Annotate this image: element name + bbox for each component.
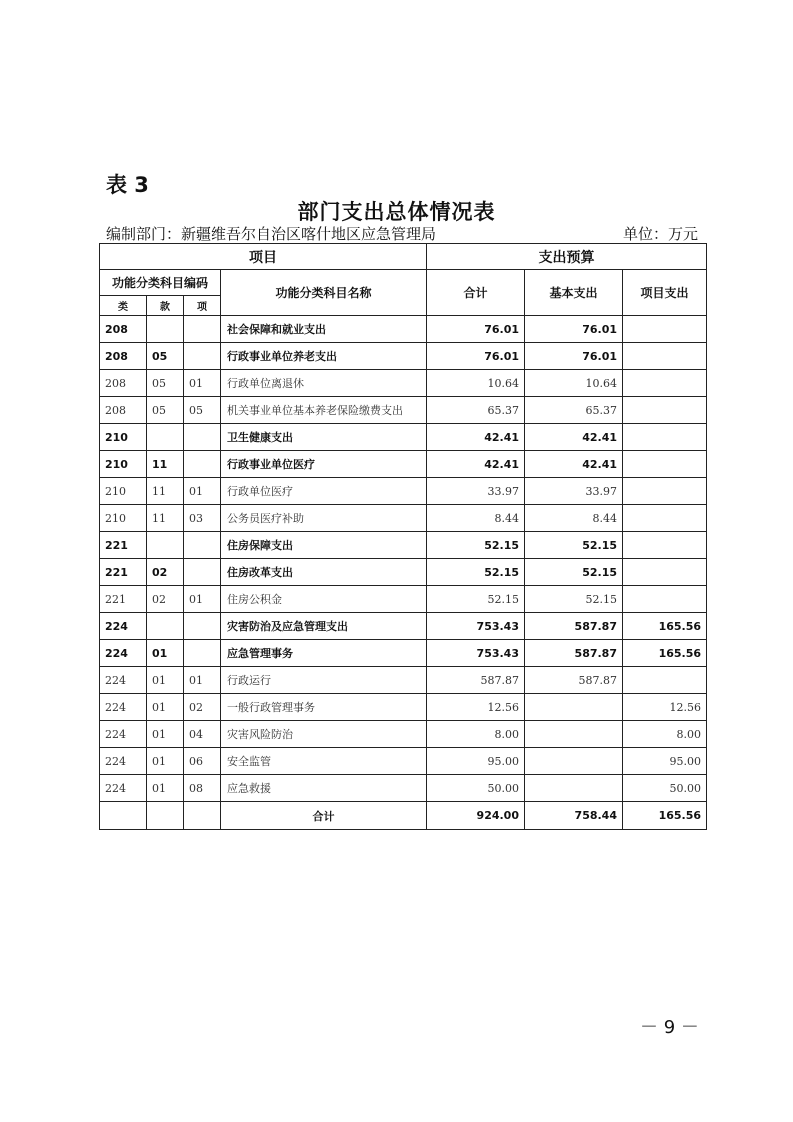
table-row xyxy=(100,451,707,478)
subject-name-cell: 机关事业单位基本养老保险缴费支出 xyxy=(221,397,427,424)
unit-label: 单位：万元 xyxy=(622,225,698,243)
xiang-cell xyxy=(184,316,221,343)
lei-cell: 224 xyxy=(100,775,147,802)
basic-cell xyxy=(525,748,623,775)
subject-name-cell: 行政事业单位医疗 xyxy=(221,451,427,478)
subject-name-cell: 行政运行 xyxy=(221,667,427,694)
table-row xyxy=(100,532,707,559)
table-row xyxy=(100,397,707,424)
budget-header: 支出预算 xyxy=(427,244,707,270)
total-cell: 12.56 xyxy=(427,694,525,721)
kuan-cell: 11 xyxy=(147,478,184,505)
lei-cell: 208 xyxy=(100,343,147,370)
basic-cell: 587.87 xyxy=(525,640,623,667)
document-title: 部门支出总体情况表 xyxy=(297,200,496,224)
basic-cell: 42.41 xyxy=(525,451,623,478)
lei-cell: 224 xyxy=(100,748,147,775)
project-cell: 50.00 xyxy=(623,775,707,802)
total-cell: 50.00 xyxy=(427,775,525,802)
lei-cell: 221 xyxy=(100,559,147,586)
basic-cell xyxy=(525,694,623,721)
table-row xyxy=(100,505,707,532)
total-cell: 8.00 xyxy=(427,721,525,748)
kuan-cell: 01 xyxy=(147,667,184,694)
xiang-cell xyxy=(184,532,221,559)
xiang-cell: 01 xyxy=(184,370,221,397)
basic-header: 基本支出 xyxy=(525,270,623,316)
subject-name-cell: 灾害风险防治 xyxy=(221,721,427,748)
xiang-cell xyxy=(184,451,221,478)
basic-cell: 52.15 xyxy=(525,532,623,559)
project-cell xyxy=(623,424,707,451)
basic-cell: 587.87 xyxy=(525,613,623,640)
total-cell: 753.43 xyxy=(427,640,525,667)
total-empty-cell xyxy=(147,802,184,830)
kuan-cell: 05 xyxy=(147,397,184,424)
basic-cell: 8.44 xyxy=(525,505,623,532)
project-cell: 8.00 xyxy=(623,721,707,748)
total-amount: 924.00 xyxy=(427,802,525,830)
total-cell: 52.15 xyxy=(427,559,525,586)
lei-cell: 210 xyxy=(100,478,147,505)
basic-cell xyxy=(525,721,623,748)
table-row xyxy=(100,640,707,667)
lei-cell: 224 xyxy=(100,721,147,748)
project-cell xyxy=(623,397,707,424)
xiang-header: 项 xyxy=(184,296,221,316)
kuan-cell xyxy=(147,532,184,559)
lei-cell: 224 xyxy=(100,613,147,640)
kuan-cell: 01 xyxy=(147,775,184,802)
page-number: － 9 － xyxy=(640,1017,699,1038)
total-cell: 33.97 xyxy=(427,478,525,505)
subject-name-cell: 应急救援 xyxy=(221,775,427,802)
kuan-cell: 01 xyxy=(147,640,184,667)
name-header: 功能分类科目名称 xyxy=(221,270,427,316)
table-row xyxy=(100,775,707,802)
basic-cell: 65.37 xyxy=(525,397,623,424)
total-cell: 8.44 xyxy=(427,505,525,532)
lei-cell: 221 xyxy=(100,532,147,559)
kuan-cell: 01 xyxy=(147,721,184,748)
basic-cell: 52.15 xyxy=(525,559,623,586)
lei-cell: 224 xyxy=(100,694,147,721)
table-row xyxy=(100,613,707,640)
total-label: 合计 xyxy=(221,802,427,830)
total-cell: 76.01 xyxy=(427,316,525,343)
lei-cell: 210 xyxy=(100,424,147,451)
xiang-cell: 04 xyxy=(184,721,221,748)
lei-cell: 221 xyxy=(100,586,147,613)
total-cell: 76.01 xyxy=(427,343,525,370)
subject-name-cell: 住房改革支出 xyxy=(221,559,427,586)
xiang-cell: 02 xyxy=(184,694,221,721)
project-cell xyxy=(623,505,707,532)
total-cell: 42.41 xyxy=(427,424,525,451)
total-header: 合计 xyxy=(427,270,525,316)
kuan-cell: 05 xyxy=(147,370,184,397)
subject-name-cell: 安全监管 xyxy=(221,748,427,775)
total-cell: 753.43 xyxy=(427,613,525,640)
lei-cell: 224 xyxy=(100,667,147,694)
xiang-cell: 05 xyxy=(184,397,221,424)
table-row xyxy=(100,478,707,505)
subject-name-cell: 住房保障支出 xyxy=(221,532,427,559)
xiang-cell xyxy=(184,559,221,586)
lei-cell: 208 xyxy=(100,316,147,343)
table-row xyxy=(100,721,707,748)
total-cell: 42.41 xyxy=(427,451,525,478)
kuan-cell: 11 xyxy=(147,451,184,478)
total-cell: 10.64 xyxy=(427,370,525,397)
table-row xyxy=(100,343,707,370)
xiang-cell: 06 xyxy=(184,748,221,775)
table-row xyxy=(100,316,707,343)
compiling-department: 编制部门：新疆维吾尔自治区喀什地区应急管理局 xyxy=(106,225,437,243)
subject-name-cell: 公务员医疗补助 xyxy=(221,505,427,532)
kuan-cell: 01 xyxy=(147,694,184,721)
total-empty-cell xyxy=(100,802,147,830)
total-row xyxy=(100,802,707,830)
xiang-cell: 01 xyxy=(184,586,221,613)
xiang-cell xyxy=(184,424,221,451)
project-cell xyxy=(623,370,707,397)
xiang-cell: 01 xyxy=(184,667,221,694)
lei-cell: 210 xyxy=(100,505,147,532)
subject-name-cell: 一般行政管理事务 xyxy=(221,694,427,721)
kuan-header: 款 xyxy=(147,296,184,316)
kuan-cell xyxy=(147,613,184,640)
total-cell: 52.15 xyxy=(427,532,525,559)
basic-cell xyxy=(525,775,623,802)
total-empty-cell xyxy=(184,802,221,830)
kuan-cell: 02 xyxy=(147,559,184,586)
subject-name-cell: 卫生健康支出 xyxy=(221,424,427,451)
table-row xyxy=(100,424,707,451)
basic-cell: 33.97 xyxy=(525,478,623,505)
project-cell: 165.56 xyxy=(623,640,707,667)
total-cell: 65.37 xyxy=(427,397,525,424)
total-project: 165.56 xyxy=(623,802,707,830)
total-cell: 587.87 xyxy=(427,667,525,694)
table-row xyxy=(100,370,707,397)
project-cell: 95.00 xyxy=(623,748,707,775)
lei-cell: 208 xyxy=(100,370,147,397)
project-cell xyxy=(623,586,707,613)
xiang-cell: 03 xyxy=(184,505,221,532)
subject-name-cell: 灾害防治及应急管理支出 xyxy=(221,613,427,640)
project-cell: 165.56 xyxy=(623,613,707,640)
basic-cell: 52.15 xyxy=(525,586,623,613)
project-cell xyxy=(623,559,707,586)
kuan-cell: 05 xyxy=(147,343,184,370)
total-cell: 52.15 xyxy=(427,586,525,613)
table-label: 表 3 xyxy=(106,173,149,197)
kuan-cell: 11 xyxy=(147,505,184,532)
xiang-cell xyxy=(184,640,221,667)
project-header: 项目 xyxy=(100,244,427,270)
total-cell: 95.00 xyxy=(427,748,525,775)
xiang-cell: 01 xyxy=(184,478,221,505)
project-cell xyxy=(623,478,707,505)
subject-name-cell: 社会保障和就业支出 xyxy=(221,316,427,343)
lei-cell: 210 xyxy=(100,451,147,478)
xiang-cell xyxy=(184,343,221,370)
subject-name-cell: 行政事业单位养老支出 xyxy=(221,343,427,370)
table-row xyxy=(100,694,707,721)
kuan-cell xyxy=(147,316,184,343)
kuan-cell: 02 xyxy=(147,586,184,613)
subject-name-cell: 应急管理事务 xyxy=(221,640,427,667)
basic-cell: 76.01 xyxy=(525,316,623,343)
project-cell xyxy=(623,532,707,559)
code-group-header: 功能分类科目编码 xyxy=(100,270,221,296)
subject-name-cell: 行政单位医疗 xyxy=(221,478,427,505)
lei-header: 类 xyxy=(100,296,147,316)
subject-name-cell: 住房公积金 xyxy=(221,586,427,613)
kuan-cell: 01 xyxy=(147,748,184,775)
table-row xyxy=(100,748,707,775)
total-basic: 758.44 xyxy=(525,802,623,830)
basic-cell: 587.87 xyxy=(525,667,623,694)
kuan-cell xyxy=(147,424,184,451)
lei-cell: 224 xyxy=(100,640,147,667)
table-row xyxy=(100,667,707,694)
project-cell xyxy=(623,667,707,694)
project-expense-header: 项目支出 xyxy=(623,270,707,316)
project-cell xyxy=(623,343,707,370)
basic-cell: 10.64 xyxy=(525,370,623,397)
org-unit-line xyxy=(106,223,698,244)
table-row xyxy=(100,559,707,586)
project-cell xyxy=(623,316,707,343)
project-cell xyxy=(623,451,707,478)
table-row xyxy=(100,586,707,613)
project-cell: 12.56 xyxy=(623,694,707,721)
xiang-cell: 08 xyxy=(184,775,221,802)
xiang-cell xyxy=(184,613,221,640)
expenditure-table xyxy=(99,243,707,830)
lei-cell: 208 xyxy=(100,397,147,424)
basic-cell: 42.41 xyxy=(525,424,623,451)
subject-name-cell: 行政单位离退休 xyxy=(221,370,427,397)
basic-cell: 76.01 xyxy=(525,343,623,370)
